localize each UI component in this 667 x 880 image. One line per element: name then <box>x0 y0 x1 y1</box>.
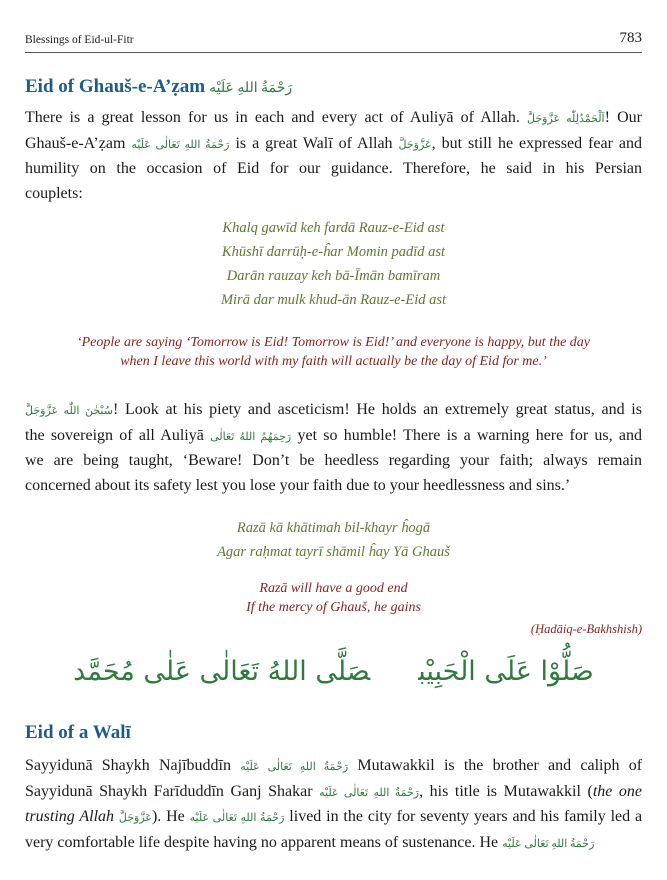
running-title: Blessings of Eid-ul-Fitr <box>25 34 134 46</box>
line-text: Ghauš-e-A’ẓam <box>25 134 126 152</box>
line-text: , his title is Mutawakkil ( <box>419 782 593 800</box>
paragraph-line <box>25 831 642 857</box>
arabic-phrase: رَحْمَةُ اللهِ تَعَالٰى عَلَيْه <box>319 786 420 799</box>
translation-line: Razā will have a good end <box>259 581 408 596</box>
line-text: There is a great lesson for us in each and every act of Auliyā of Allah. <box>25 109 520 126</box>
verse-raza <box>25 516 642 564</box>
page-number: 783 <box>619 30 642 46</box>
arabic-phrase: اَلْحَمْدُلِلّٰه عَزَّوَجَلَّ <box>527 113 605 125</box>
honorific-arabic: رَحْمَةُ اللهِ عَلَيْه <box>209 81 293 96</box>
line-text: yet so humble! There is a warning here for us, and <box>297 426 643 444</box>
salat-calligraphy <box>25 656 642 687</box>
salat-phrase: صَلُّوْا عَلَى الْحَبِيْب <box>418 656 594 687</box>
paragraph-line: concerned about its safety lest you lose your faith due to your heedlessness and sins.’ <box>25 476 571 494</box>
paragraph-line <box>25 805 642 831</box>
arabic-phrase: رَحِمَهُمُ اللهُ تَعَالٰى <box>210 430 292 443</box>
arabic-phrase: عَزَّوَجَلَّ <box>398 138 432 151</box>
paragraph-intro <box>25 106 642 206</box>
persian-couplets <box>25 216 642 312</box>
verse-translation <box>25 579 642 617</box>
translation-line: ‘People are saying ‘Tomorrow is Eid! Tomorrow is Eid!’ and everyone is happy, but the day <box>76 335 591 350</box>
section-title-text: Eid of Ghauš-e-A’ẓam <box>25 76 206 97</box>
paragraph-line <box>25 106 642 132</box>
arabic-phrase: رَحْمَةُ اللهِ تَعَالٰى عَلَيْه <box>502 837 595 850</box>
couplet-line: Khūshī darrūḥ-e-ĥar Momin padīd ast <box>221 244 446 260</box>
arabic-phrase: سُبْحٰنَ اللّٰه عَزَّوَجَلَّ <box>25 405 113 417</box>
paragraph-line: we are being taught, ‘Beware! Don’t be heedless regarding your faith; always remain <box>25 452 642 469</box>
paragraph-line <box>25 780 642 806</box>
italic-text: trusting Allah <box>25 808 115 825</box>
translation-line: when I leave this world with my faith will actually be the day of Eid for me.’ <box>120 354 547 369</box>
paragraph-line <box>25 132 642 158</box>
arabic-phrase: عَزَّوَجَلَّ <box>118 812 152 824</box>
page-header <box>25 30 642 53</box>
couplet-line: Darān rauzay keh bā-Īmān bamīram <box>226 268 441 284</box>
verse-line: Agar raḥmat tayrī shāmil ĥay Yā Ghauš <box>217 544 450 560</box>
paragraph-wali <box>25 754 642 856</box>
line-text: ! Look at his piety and asceticism! He holds an extremely great status, and is <box>112 401 642 418</box>
salat-phrase: صَلَّى اللهُ تَعَالٰى عَلٰى مُحَمَّد <box>73 656 371 687</box>
line-text: Sayyidunā Shaykh Najībuddīn <box>25 757 231 774</box>
line-text: Sayyidunā Shaykh Farīduddīn Ganj Shakar <box>25 782 313 800</box>
line-text: ! Our <box>604 109 643 126</box>
arabic-phrase: رَحْمَةُ اللهِ تَعَالٰى عَلَيْه <box>189 812 285 824</box>
line-text: is a great Walī of Allah <box>235 134 393 152</box>
line-text: lived in the city for seventy years and his family led a <box>289 808 643 825</box>
couplet-line: Khalq gawīd keh fardā Rauz-e-Eid ast <box>222 220 445 236</box>
paragraph-line <box>25 398 642 424</box>
verse-line: Razā kā khātimah bil-khayr ĥogā <box>236 520 431 536</box>
paragraph-line: humility on the occasion of Eid for our guidance. Therefore, he said in his Persian <box>25 160 642 177</box>
line-text: Mutawakkil is the brother and caliph of <box>357 757 643 774</box>
paragraph-line <box>25 754 642 780</box>
arabic-phrase: رَحْمَةُ اللهِ تَعَالٰى عَلَيْه <box>131 138 230 151</box>
line-text: the sovereign of all Auliyā <box>25 426 204 444</box>
paragraph-line: couplets: <box>25 184 83 202</box>
italic-text: the one <box>592 782 643 800</box>
line-text: ). He <box>151 808 185 825</box>
section-title-ghaus <box>25 76 292 98</box>
translation-line: If the mercy of Ghauš, he gains <box>246 600 421 615</box>
line-text: , but still he expressed fear and <box>431 134 643 152</box>
arabic-phrase: رَحْمَةُ اللهِ تَعَالٰى عَلَيْه <box>240 761 349 773</box>
paragraph-piety <box>25 398 642 498</box>
citation: (Ḥadāiq-e-Bakhshish) <box>530 622 642 636</box>
paragraph-line <box>25 424 642 450</box>
section-title-wali: Eid of a Walī <box>25 722 131 743</box>
couplet-line: Mirā dar mulk khud-ān Rauz-e-Eid ast <box>220 292 447 308</box>
line-text: very comfortable life despite having no apparent means of sustenance. He <box>25 833 499 851</box>
couplet-translation <box>25 333 642 371</box>
